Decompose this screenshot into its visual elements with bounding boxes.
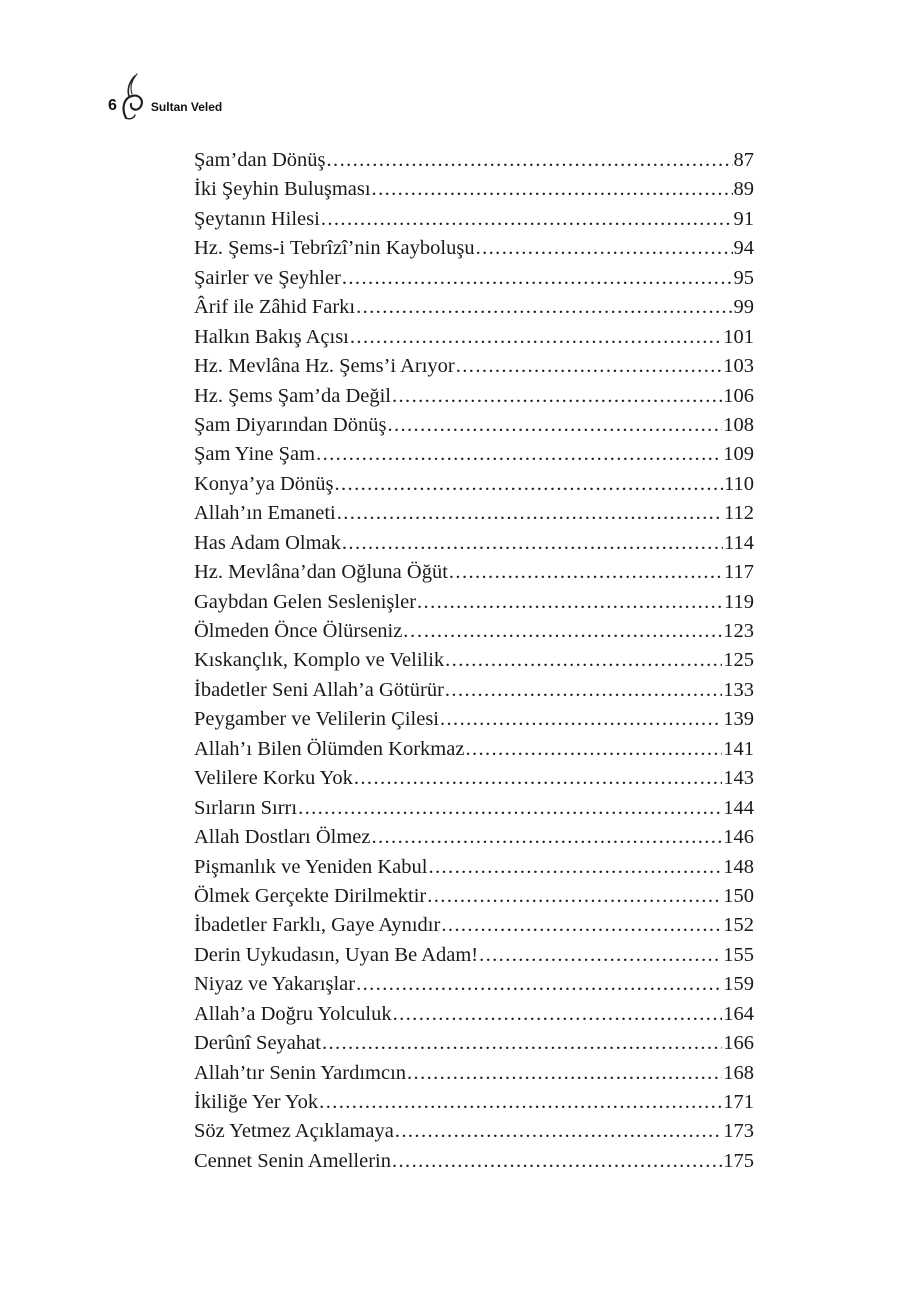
- toc-entry-title: Allah’tır Senin Yardımcın: [194, 1061, 407, 1084]
- toc-entry-page: 164: [723, 1002, 754, 1025]
- toc-entry: [194, 911, 754, 940]
- toc-entry-title: Peygamber ve Velilerin Çilesi: [194, 708, 439, 731]
- page-number: 6: [108, 97, 117, 114]
- dot-leader: [392, 382, 722, 411]
- toc-entry: [194, 676, 754, 705]
- toc-entry: [194, 1000, 754, 1029]
- toc-entry: [194, 941, 754, 970]
- toc-entry: [194, 499, 754, 528]
- toc-entry: [194, 794, 754, 823]
- dot-leader: [440, 705, 722, 734]
- toc-entry: [194, 205, 754, 234]
- dot-leader: [327, 146, 733, 175]
- toc-entry-title: Ölmek Gerçekte Dirilmektir: [194, 884, 427, 907]
- toc-entry-page: 101: [723, 325, 754, 348]
- toc-entry-page: 159: [723, 973, 754, 996]
- header-title: Sultan Veled: [150, 100, 223, 114]
- toc-entry-page: 148: [723, 855, 754, 878]
- toc-entry-page: 144: [723, 796, 754, 819]
- toc-entry-title: Şam’dan Dönüş: [194, 149, 326, 171]
- toc-entry-title: Ölmeden Önce Ölürseniz…: [194, 620, 423, 642]
- dot-leader: [356, 293, 732, 322]
- toc-entry-title: Derûnî Seyahat: [194, 1032, 321, 1055]
- toc-entry-page: 109: [723, 443, 754, 466]
- toc-entry: [194, 735, 754, 764]
- toc-entry-title: Allah’a Doğru Yolculuk: [194, 1002, 392, 1025]
- dot-leader: [371, 823, 722, 852]
- toc-entry-title: Şairler ve Şeyhler: [194, 266, 341, 289]
- dot-leader: [427, 882, 722, 911]
- toc-entry: [194, 1088, 754, 1117]
- toc-entry-title: Şeytanın Hilesi: [194, 207, 320, 230]
- toc-entry-page: 91: [733, 207, 754, 230]
- dot-leader: [321, 205, 733, 234]
- toc-entry-title: Sırların Sırrı: [194, 796, 298, 819]
- dot-leader: [316, 440, 722, 469]
- dot-leader: [441, 911, 722, 940]
- toc-entry: [194, 411, 754, 440]
- dot-leader: [445, 676, 722, 705]
- dot-leader: [387, 411, 722, 440]
- toc-entry-page: 95: [733, 266, 754, 289]
- dot-leader: [392, 1147, 722, 1176]
- toc-entry: [194, 146, 754, 175]
- dot-leader: [337, 499, 723, 528]
- toc-entry-title: Şam Diyarından Dönüş: [194, 413, 387, 436]
- toc-entry: [194, 558, 754, 587]
- toc-entry-page: 112: [724, 502, 754, 525]
- toc-entry-page: 87: [733, 149, 754, 171]
- toc-entry-title: Halkın Bakış Açısı: [194, 325, 349, 348]
- toc-entry-page: 139: [723, 708, 754, 731]
- toc-entry: [194, 1117, 754, 1146]
- toc-entry-title: Söz Yetmez Açıklamaya: [194, 1120, 394, 1143]
- toc-entry-title: Allah Dostları Ölmez: [194, 826, 371, 849]
- dot-leader: [456, 352, 723, 381]
- running-header: [108, 72, 222, 124]
- dot-leader: [393, 1000, 723, 1029]
- toc-entry-page: 173: [723, 1120, 754, 1143]
- toc-entry-title: Derin Uykudasın, Uyan Be Adam!: [194, 943, 479, 966]
- toc-entry-page: 110: [724, 472, 754, 495]
- toc-entry-page: 155: [723, 943, 754, 966]
- dot-leader: [465, 735, 722, 764]
- toc-entry: [194, 646, 754, 675]
- toc-entry-title: İki Şeyhin Buluşması: [194, 178, 371, 201]
- toc-entry-page: 152: [723, 914, 754, 937]
- toc-entry-title: İkiliğe Yer Yok: [194, 1091, 319, 1113]
- toc-entry: [194, 440, 754, 469]
- dot-leader: [395, 1117, 722, 1146]
- toc-entry-page: 143: [723, 767, 754, 790]
- toc-entry-title: Velilere Korku Yok: [194, 767, 353, 790]
- toc-entry: [194, 588, 754, 617]
- toc-entry: [194, 323, 754, 352]
- toc-entry-title: İbadetler Farklı, Gaye Aynıdır: [194, 914, 441, 937]
- toc-entry-page: 168: [723, 1061, 754, 1084]
- toc-entry: [194, 264, 754, 293]
- toc-entry-page: 117: [724, 561, 754, 584]
- toc-entry: [194, 970, 754, 999]
- toc-entry-title: Allah’ı Bilen Ölümden Korkmaz: [194, 737, 465, 760]
- toc-entry-page: 141: [723, 737, 754, 760]
- dot-leader: [298, 794, 722, 823]
- toc-entry: [194, 293, 754, 322]
- toc-entry-title: Hz. Şems Şam’da Değil: [194, 384, 391, 407]
- dot-leader: [476, 234, 733, 263]
- toc-entry: [194, 382, 754, 411]
- dot-leader: [445, 646, 722, 675]
- toc-entry-page: 146: [723, 826, 754, 849]
- toc-entry: [194, 823, 754, 852]
- toc-entry-title: Cennet Senin Amellerin: [194, 1149, 391, 1172]
- toc-entry-title: Kıskançlık, Komplo ve Velilik: [194, 649, 445, 672]
- toc-entry-page: 171: [723, 1091, 754, 1113]
- toc-entry: [194, 705, 754, 734]
- dot-leader: [335, 470, 724, 499]
- toc-entry-title: Konya’ya Dönüş: [194, 472, 334, 495]
- toc-entry: [194, 853, 754, 882]
- toc-entry-page: 133: [723, 678, 754, 701]
- toc-entry-title: Gaybdan Gelen Seslenişler: [194, 590, 417, 613]
- dot-leader: [449, 558, 723, 587]
- toc-entry-title: Hz. Şems-i Tebrîzî’nin Kayboluşu: [194, 237, 475, 260]
- dot-leader: [342, 264, 733, 293]
- toc-entry-page: 106: [723, 384, 754, 407]
- table-of-contents: [194, 146, 754, 1176]
- dot-leader: [319, 1088, 722, 1117]
- toc-entry-page: 89: [733, 178, 754, 201]
- toc-entry: [194, 175, 754, 204]
- dot-leader: [356, 970, 722, 999]
- toc-entry-page: 175: [723, 1149, 754, 1172]
- toc-entry: [194, 1059, 754, 1088]
- toc-entry-page: 108: [723, 413, 754, 436]
- toc-entry-title: Hz. Mevlâna Hz. Şems’i Arıyor: [194, 355, 455, 378]
- toc-entry: [194, 617, 754, 646]
- toc-entry-title: Niyaz ve Yakarışlar: [194, 973, 356, 996]
- toc-entry-page: 125: [723, 649, 754, 672]
- toc-entry-page: 114: [724, 531, 754, 554]
- toc-entry-title: İbadetler Seni Allah’a Götürür: [194, 678, 444, 701]
- dot-leader: [424, 617, 722, 646]
- dot-leader: [342, 529, 723, 558]
- dot-leader: [372, 175, 733, 204]
- toc-entry-page: 150: [723, 884, 754, 907]
- toc-entry: [194, 352, 754, 381]
- toc-entry-page: 94: [733, 237, 754, 260]
- dot-leader: [428, 853, 722, 882]
- toc-entry: [194, 1029, 754, 1058]
- toc-entry: [194, 1147, 754, 1176]
- toc-entry-page: 119: [724, 590, 754, 613]
- dot-leader: [407, 1059, 722, 1088]
- toc-entry: [194, 882, 754, 911]
- dot-leader: [417, 588, 723, 617]
- dot-leader: [479, 941, 722, 970]
- toc-entry-title: Şam Yine Şam: [194, 443, 316, 466]
- toc-entry-title: Has Adam Olmak: [194, 531, 341, 554]
- toc-entry-page: 123: [723, 620, 754, 642]
- toc-entry-page: 166: [723, 1032, 754, 1055]
- toc-entry-title: Hz. Mevlâna’dan Oğluna Öğüt: [194, 561, 448, 584]
- toc-entry: [194, 764, 754, 793]
- dot-leader: [322, 1029, 722, 1058]
- toc-entry: [194, 529, 754, 558]
- toc-entry-title: Pişmanlık ve Yeniden Kabul: [194, 855, 428, 878]
- toc-entry: [194, 470, 754, 499]
- toc-entry-page: 99: [733, 296, 754, 319]
- dot-leader: [350, 323, 722, 352]
- dot-leader: [354, 764, 722, 793]
- toc-entry-page: 103: [723, 355, 754, 378]
- toc-entry-title: Ârif ile Zâhid Farkı: [194, 296, 356, 319]
- toc-entry: [194, 234, 754, 263]
- toc-entry-title: Allah’ın Emaneti: [194, 502, 336, 525]
- publisher-logo-icon: [119, 72, 147, 124]
